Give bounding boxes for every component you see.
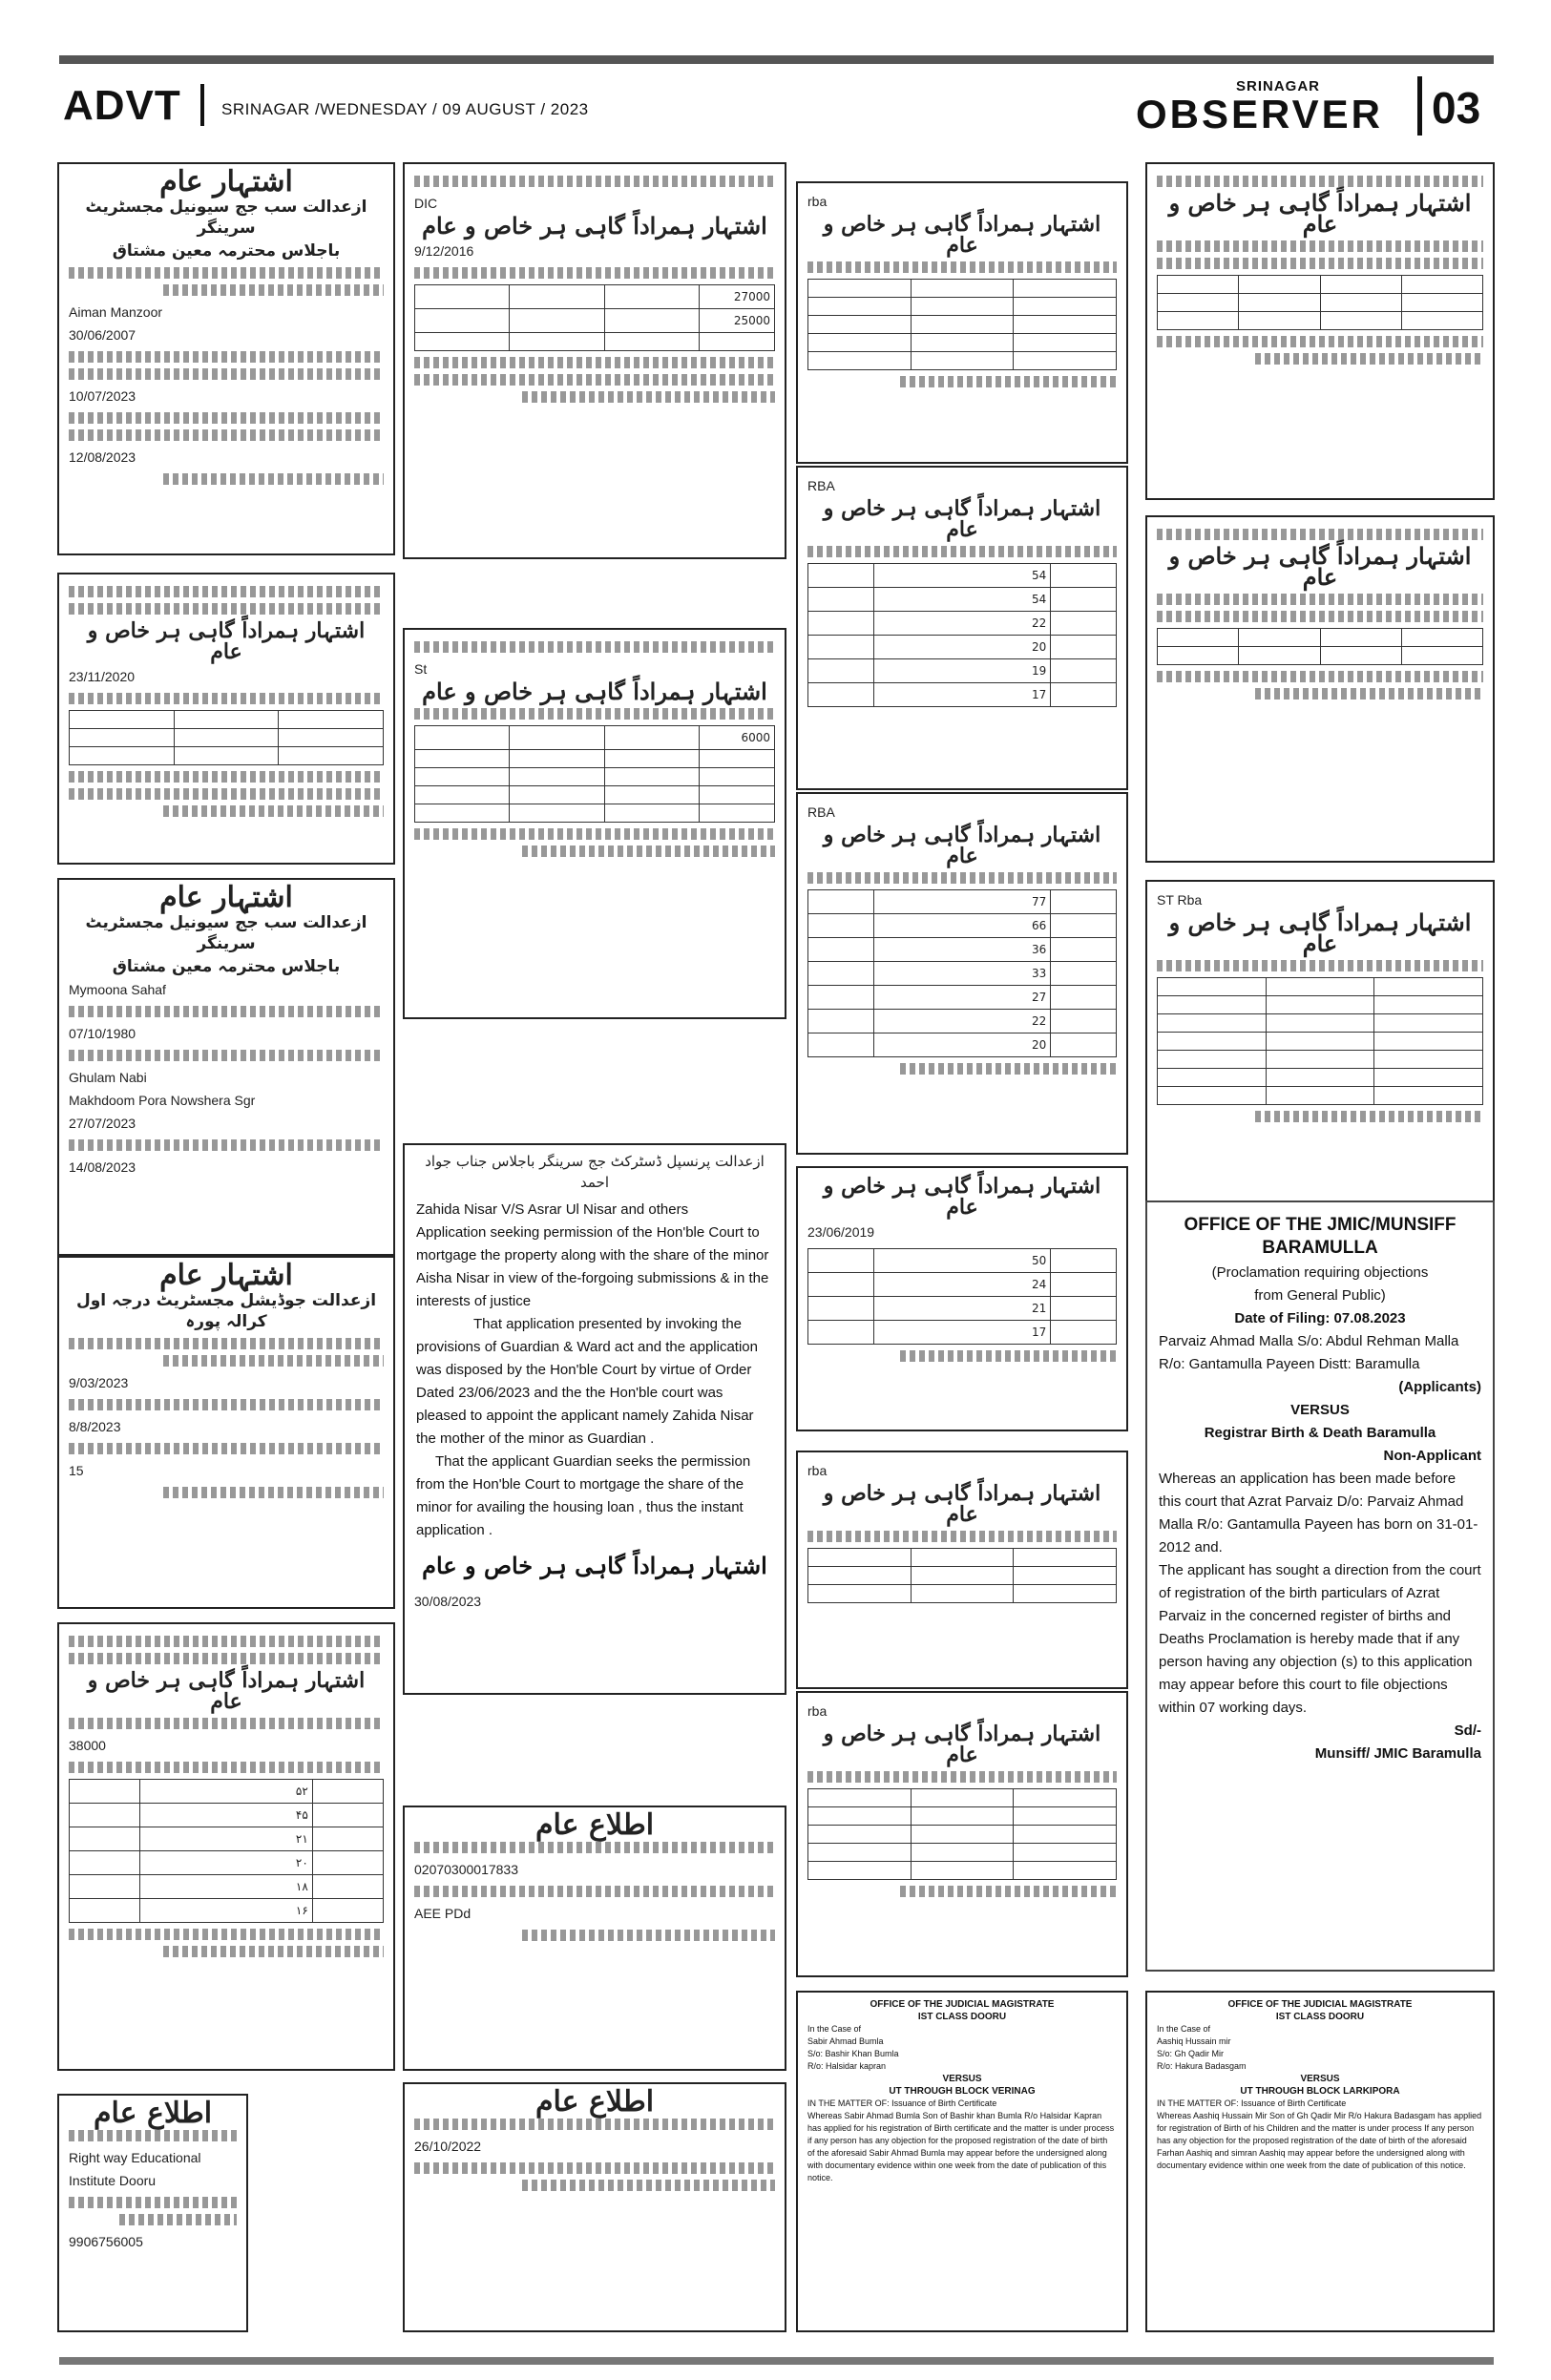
text-line <box>163 1487 384 1498</box>
court-name: ازعدالت پرنسپل ڈسٹرکٹ جج سرینگر باجلاس جناب جواد احمد <box>425 1153 765 1191</box>
ad-col2-3 <box>403 1143 786 1695</box>
text-line <box>522 2180 775 2191</box>
text-line <box>69 693 384 704</box>
ad-col3-2 <box>796 466 1128 790</box>
text-line <box>69 429 384 441</box>
age-cell: ۲۱ <box>140 1827 313 1851</box>
office-title: OFFICE OF THE JMIC/MUNSIFF BARAMULLA <box>1184 1215 1457 1258</box>
ad-heading: اشتہار ہمراداً گاہی ہر خاص و عام <box>823 1174 1101 1220</box>
case-line: In the Case of <box>807 2024 862 2034</box>
applicant-name: Sabir Ahmad Bumla <box>807 2036 884 2046</box>
filing-date: Date of Filing: 07.08.2023 <box>1234 1310 1406 1326</box>
phone-number: 9906756005 <box>69 2234 143 2249</box>
ad-tag: DIC <box>414 196 438 211</box>
section-label: ADVT <box>63 82 181 129</box>
notice-date: 9/12/2016 <box>414 243 474 259</box>
heirs-table <box>807 1248 1117 1345</box>
court-name: ازعدالت سب جج سیونیل مجسٹریٹ سرینگر <box>85 913 367 953</box>
income-cell: 27000 <box>700 285 775 309</box>
ad-col3-7 <box>796 1991 1128 2332</box>
age-cell: 50 <box>873 1249 1050 1273</box>
text-line <box>69 771 384 783</box>
ad-col3-3 <box>796 792 1128 1155</box>
ad-col2-5 <box>403 2082 786 2332</box>
text-line <box>69 368 384 380</box>
text-line <box>69 2130 237 2141</box>
ad-heading: اشتہار ہمراداً گاہی ہر خاص و عام <box>1168 189 1472 238</box>
text-line <box>163 805 384 817</box>
text-line <box>807 872 1117 884</box>
text-line <box>69 2197 237 2208</box>
notice-body: Whereas Aashiq Hussain Mir Son of Gh Qadir Mir R/o Hakura Badasgam has applied for registration of Birth of his Children and the matter is under process If any person has any objection for the proposed registration of the date of birth of the aforesaid Farhan Aashiq and simran Aashiq may appear before the undersigned along with documentary evidence within one week from the date of publication of this notice. <box>1157 2111 1482 2170</box>
age-cell: 20 <box>873 1033 1050 1057</box>
ad-col4-4 <box>1145 1200 1495 1972</box>
text-line <box>69 603 384 615</box>
ad-col3-4 <box>796 1166 1128 1431</box>
ad-col2-4 <box>403 1806 786 2071</box>
ad-col3-6 <box>796 1691 1128 1977</box>
text-line <box>69 1636 384 1647</box>
age-cell: 17 <box>873 683 1050 707</box>
officer-name: باجلاس محترمہ معین مشتاق <box>112 241 341 261</box>
ad-col2-2 <box>403 628 786 1019</box>
birth-date: 26/10/2022 <box>414 2139 482 2154</box>
text-line <box>69 1762 384 1773</box>
non-applicant-label: Non-Applicant <box>1383 1448 1481 1464</box>
notice-body: Whereas an application has been made before this court that Azrat Parvaiz D/o: Parvaiz Ahmad Malla R/o: Gantamulla Payeen has born on 31-01-2012 and. <box>1159 1471 1478 1555</box>
ad-heading: اشتہار ہمراداً گاہی ہر خاص و عام <box>422 678 767 705</box>
text-line <box>69 1399 384 1410</box>
age-cell: 20 <box>873 636 1050 659</box>
office-title: OFFICE OF THE JUDICIAL MAGISTRATE <box>870 1999 1055 2010</box>
age-cell: 66 <box>873 914 1050 938</box>
text-line <box>163 1946 384 1957</box>
respondent: UT THROUGH BLOCK VERINAG <box>889 2086 1036 2097</box>
respondent: UT THROUGH BLOCK LARKIPORA <box>1240 2086 1400 2097</box>
matter-line: IN THE MATTER OF: Issuance of Birth Certificate <box>807 2098 997 2108</box>
ad-col1-5 <box>57 1622 395 2071</box>
proclamation-line-1: (Proclamation requiring objections <box>1211 1264 1429 1281</box>
hearing-date: 30/08/2023 <box>414 1594 482 1609</box>
text-line <box>69 1006 384 1017</box>
text-line <box>69 1338 384 1349</box>
brand-divider <box>1417 76 1422 136</box>
ad-heading: اطلاع عام <box>93 2097 213 2130</box>
age-cell: 54 <box>873 588 1050 612</box>
text-line <box>163 1355 384 1367</box>
notice-date: 9/03/2023 <box>69 1375 129 1390</box>
ad-heading: اشتہار عام <box>159 165 293 198</box>
text-line <box>1157 336 1483 347</box>
applicant-name: Mymoona Sahaf <box>69 982 166 997</box>
ad-col1-6 <box>57 2094 248 2332</box>
applicants-label: (Applicants) <box>1398 1379 1481 1395</box>
age-cell: 24 <box>873 1273 1050 1297</box>
amount: 38000 <box>69 1738 106 1753</box>
filing-date: 27/07/2023 <box>69 1116 136 1131</box>
text-line <box>1157 594 1483 605</box>
brand-logo: OBSERVER <box>1136 92 1383 136</box>
text-line <box>900 1063 1117 1075</box>
text-line <box>163 473 384 485</box>
heirs-table <box>807 279 1117 370</box>
text-line <box>414 2162 775 2174</box>
ad-heading: اشتہار ہمراداً گاہی ہر خاص و عام <box>823 496 1101 542</box>
filing-date: 10/07/2023 <box>69 388 136 404</box>
applicant-father: S/o: Bashir Khan Bumla <box>807 2049 899 2058</box>
heirs-table <box>807 1788 1117 1880</box>
income-cell: 6000 <box>700 726 775 750</box>
ad-heading: اشتہار ہمراداً گاہی ہر خاص و عام <box>823 1481 1101 1527</box>
notice-body: Whereas Sabir Ahmad Bumla Son of Bashir khan Bumla R/o Halsidar Kapran has applied for his registration of Birth certificate and the matter is under process if any person has any objection for the proposed registration of the date of birth of the aforesaid Sabir Ahmad Bumla may appear before the undersigned along with documentary evidence within one week from the date of publication of this notice. <box>807 2111 1115 2182</box>
ad-heading: اشتہار ہمراداً گاہی ہر خاص و عام <box>87 618 366 664</box>
applicant-address: R/o: Hakura Badasgam <box>1157 2061 1247 2071</box>
ad-tag: RBA <box>807 478 835 493</box>
age-cell: 33 <box>873 962 1050 986</box>
text-line <box>69 412 384 424</box>
versus-label: VERSUS <box>942 2074 982 2084</box>
applicant-address: R/o: Halsidar kapran <box>807 2061 887 2071</box>
ad-tag: RBA <box>807 804 835 820</box>
income-cell: 25000 <box>700 309 775 333</box>
ad-tag: St <box>414 661 428 677</box>
text-line <box>900 1886 1117 1897</box>
ad-heading: اطلاع عام <box>534 1808 655 1842</box>
father-name: Ghulam Nabi <box>69 1070 147 1085</box>
ad-col3-5 <box>796 1451 1128 1689</box>
versus-label: VERSUS <box>1300 2074 1340 2084</box>
text-line <box>1157 529 1483 540</box>
ad-tag: ST Rba <box>1157 892 1203 908</box>
age-cell: ۱۸ <box>140 1875 313 1899</box>
case-line: In the Case of <box>1157 2024 1211 2034</box>
ad-tag: rba <box>807 1703 828 1719</box>
ad-tag: rba <box>807 194 828 209</box>
text-line <box>163 284 384 296</box>
applicant-details: Parvaiz Ahmad Malla S/o: Abdul Rehman Malla R/o: Gantamulla Payeen Distt: Baramulla <box>1159 1333 1459 1372</box>
age-cell: 22 <box>873 1010 1050 1033</box>
dateline: SRINAGAR /WEDNESDAY / 09 AUGUST / 2023 <box>221 100 589 118</box>
text-line <box>1157 258 1483 269</box>
signature-mark: Sd/- <box>1454 1722 1481 1739</box>
case-title: Zahida Nisar V/S Asrar Ul Nisar and others <box>416 1201 689 1218</box>
heirs-table <box>807 1548 1117 1603</box>
ad-col4-2 <box>1145 515 1495 863</box>
office-subtitle: IST CLASS DOORU <box>917 2012 1007 2022</box>
brand-city: SRINAGAR <box>1236 78 1321 94</box>
ad-heading: اشتہار عام <box>159 881 293 914</box>
heirs-table <box>1157 628 1483 665</box>
proclamation-line-2: from General Public) <box>1254 1287 1386 1304</box>
text-line <box>1157 671 1483 682</box>
ad-heading: اشتہار ہمراداً گاہی ہر خاص و عام <box>422 212 767 240</box>
text-line <box>900 1350 1117 1362</box>
ad-col3-1 <box>796 181 1128 464</box>
text-line <box>522 1930 775 1941</box>
text-line <box>69 1050 384 1061</box>
ad-heading: اشتہار ہمراداً گاہی ہر خاص و عام <box>1168 542 1472 591</box>
text-line <box>522 846 775 857</box>
age-cell: 77 <box>873 890 1050 914</box>
matter-line: IN THE MATTER OF: Issuance of Birth Certificate <box>1157 2098 1347 2108</box>
ad-heading: اشتہار ہمراداً گاہی ہر خاص و عام <box>823 1722 1101 1767</box>
notice-body-2: That application presented by invoking the provisions of Guardian & Ward act and the application was disposed by the Hon'ble Court by virtue of Order Dated 23/06/2023 and the the Hon'ble court was pleased to appoint the applicant namely Zahida Nisar the mother of the minor as Guardian . <box>416 1316 758 1447</box>
ad-col1-2 <box>57 573 395 865</box>
text-line <box>807 1531 1117 1542</box>
day-count: 15 <box>69 1463 84 1478</box>
hearing-date: 12/08/2023 <box>69 449 136 465</box>
versus-label: VERSUS <box>1290 1402 1350 1418</box>
court-name: ازعدالت جوڈیشل مجسٹریٹ درجہ اول کرالہ پورہ <box>75 1291 377 1331</box>
text-line <box>69 351 384 363</box>
office-subtitle: IST CLASS DOORU <box>1275 2012 1365 2022</box>
officer-name: باجلاس محترمہ معین مشتاق <box>112 957 341 976</box>
notice-date: 23/06/2019 <box>807 1224 875 1240</box>
ad-heading: اطلاع عام <box>534 2085 655 2119</box>
heirs-table <box>414 725 775 823</box>
age-cell: 17 <box>873 1321 1050 1345</box>
text-line <box>414 267 775 279</box>
applicant-name: Aiman Manzoor <box>69 304 163 320</box>
text-line <box>414 708 775 720</box>
age-cell: 27 <box>873 986 1050 1010</box>
text-line <box>414 828 775 840</box>
text-line <box>69 1718 384 1729</box>
text-line <box>414 1886 775 1897</box>
ad-heading: اشتہار ہمراداً گاہی ہر خاص و عام <box>422 1552 767 1579</box>
page-number: 03 <box>1432 83 1481 133</box>
birth-date: 30/06/2007 <box>69 327 136 343</box>
ad-col4-5 <box>1145 1991 1495 2332</box>
filing-date: 8/8/2023 <box>69 1419 121 1434</box>
text-line <box>1157 240 1483 252</box>
ad-heading: اشتہار ہمراداً گاہی ہر خاص و عام <box>823 212 1101 258</box>
notice-body-2: The applicant has sought a direction from the court of registration of the birth particulars of Azrat Parvaiz in the concerned register of births and Deaths Proclamation is hereby made that if any person having any objection (s) to this application may appear before this court to file objections within 07 working days. <box>1159 1562 1481 1716</box>
hearing-date: 14/08/2023 <box>69 1159 136 1175</box>
text-line <box>1255 688 1483 699</box>
applicant-name: Aashiq Hussain mir <box>1157 2036 1231 2046</box>
birth-date: 07/10/1980 <box>69 1026 136 1041</box>
age-cell: ۲۰ <box>140 1851 313 1875</box>
age-cell: ۴۵ <box>140 1804 313 1827</box>
heirs-table <box>807 889 1117 1057</box>
respondent: Registrar Birth & Death Baramulla <box>1204 1425 1436 1441</box>
footer-rule <box>59 2357 1494 2365</box>
age-cell: ۵۲ <box>140 1780 313 1804</box>
text-line <box>69 1443 384 1454</box>
text-line <box>414 641 775 653</box>
text-line <box>69 267 384 279</box>
ad-col2-1 <box>403 162 786 559</box>
institute-place: Institute Dooru <box>69 2173 157 2188</box>
age-cell: 36 <box>873 938 1050 962</box>
heirs-table <box>69 1779 384 1923</box>
institute-name: Right way Educational <box>69 2150 201 2165</box>
ad-col4-3 <box>1145 880 1495 1237</box>
text-line <box>69 1139 384 1151</box>
ad-col1-4 <box>57 1256 395 1609</box>
text-line <box>807 546 1117 557</box>
text-line <box>522 391 775 403</box>
ad-col4-1 <box>1145 162 1495 500</box>
text-line <box>119 2214 237 2225</box>
text-line <box>414 357 775 368</box>
text-line <box>807 1771 1117 1783</box>
text-line <box>1255 1111 1483 1122</box>
heirs-table <box>807 563 1117 707</box>
ad-tag: rba <box>807 1463 828 1478</box>
age-cell: 19 <box>873 659 1050 683</box>
notice-body-3: That the applicant Guardian seeks the permission from the Hon'ble Court to mortgage the share of the minor for availing the housing loan , thus the instant application . <box>416 1453 751 1538</box>
text-line <box>414 2119 775 2130</box>
ad-col1-3 <box>57 878 395 1256</box>
age-cell: 54 <box>873 564 1050 588</box>
text-line <box>900 376 1117 387</box>
signatory: Munsiff/ JMIC Baramulla <box>1314 1745 1481 1762</box>
text-line <box>807 261 1117 273</box>
address: Makhdoom Pora Nowshera Sgr <box>69 1093 256 1108</box>
age-cell: 22 <box>873 612 1050 636</box>
account-number: 02070300017833 <box>414 1862 519 1877</box>
heirs-table <box>1157 977 1483 1105</box>
notice-body: Application seeking permission of the Hon'ble Court to mortgage the property along with the share of the minor Aisha Nisar in view of the-forgoing submissions & in the interests of justice <box>416 1224 769 1309</box>
heirs-table <box>69 710 384 765</box>
age-cell: 21 <box>873 1297 1050 1321</box>
text-line <box>414 1842 775 1853</box>
text-line <box>69 788 384 800</box>
court-name: ازعدالت سب جج سیونیل مجسٹریٹ سرینگر <box>85 198 367 238</box>
text-line <box>414 176 775 187</box>
text-line <box>1255 353 1483 365</box>
text-line <box>69 1653 384 1664</box>
text-line <box>1157 176 1483 187</box>
heirs-table <box>1157 275 1483 330</box>
ad-heading: اشتہار ہمراداً گاہی ہر خاص و عام <box>823 823 1101 868</box>
text-line <box>1157 960 1483 971</box>
age-cell: ۱۶ <box>140 1899 313 1923</box>
office-tag: AEE PDd <box>414 1906 472 1921</box>
text-line <box>414 374 775 386</box>
heirs-table <box>414 284 775 351</box>
text-line <box>1157 611 1483 622</box>
applicant-father: S/o: Gh Qadir Mir <box>1157 2049 1225 2058</box>
office-title: OFFICE OF THE JUDICIAL MAGISTRATE <box>1227 1999 1413 2010</box>
ad-heading: اشتہار ہمراداً گاہی ہر خاص و عام <box>87 1668 366 1714</box>
masthead-divider <box>200 84 204 126</box>
ad-heading: اشتہار عام <box>159 1259 293 1292</box>
notice-date: 23/11/2020 <box>69 669 136 684</box>
text-line <box>69 586 384 597</box>
ad-col1-1 <box>57 162 395 555</box>
text-line <box>69 1929 384 1940</box>
ad-heading: اشتہار ہمراداً گاہی ہر خاص و عام <box>1168 908 1472 957</box>
